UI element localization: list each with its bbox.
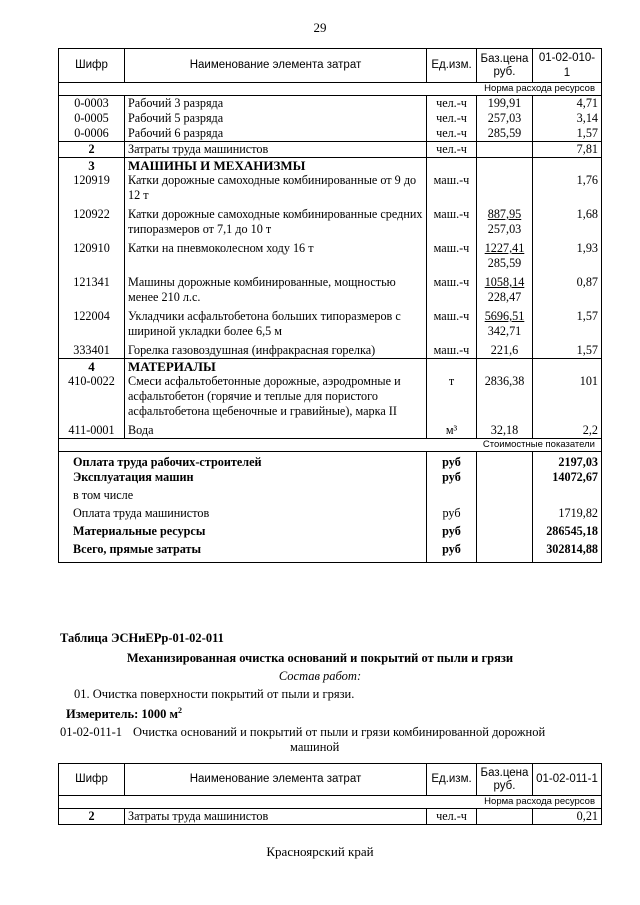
col-header-unit: Ед.изм. xyxy=(427,764,477,796)
cost-unit: руб xyxy=(427,542,477,562)
table-row-code: 122004 xyxy=(59,309,125,343)
cost-name: Эксплуатация машин xyxy=(59,470,427,488)
cost-name: Оплата труда рабочих-строителей xyxy=(59,452,427,471)
col-header-norm-code: 01-02-011-1 xyxy=(533,764,602,796)
table-row-name: Катки дорожные самоходные комбинированные средних типоразмеров от 7,1 до 10 т xyxy=(125,207,427,241)
section-title: МАТЕРИАЛЫ xyxy=(125,359,427,375)
col-header-price: Баз.цена руб. xyxy=(477,764,533,796)
table-row-price xyxy=(477,207,533,241)
table-row-price xyxy=(477,173,533,207)
item-code: 01-02-011-1 xyxy=(60,725,123,739)
col-header-name: Наименование элемента затрат xyxy=(125,49,427,83)
work-item: 01. Очистка поверхности покрытий от пыли и грязи. xyxy=(74,687,355,701)
table-row-name: Укладчики асфальтобетона больших типоразмеров с шириной укладки более 6,5 м xyxy=(125,309,427,343)
meter: Измеритель: 1000 $м^2$ xyxy=(66,706,183,722)
table-row-code: 121341 xyxy=(59,275,125,309)
cost-label: Стоимостные показатели xyxy=(59,439,602,452)
table-row-value: 3,14 xyxy=(533,111,602,126)
table-row-value: 1,93 xyxy=(533,241,602,275)
table-row-unit: м³ xyxy=(427,423,477,439)
table-row-price xyxy=(477,241,533,275)
cost-value xyxy=(533,488,602,506)
table-row-price xyxy=(477,309,533,343)
table-row-unit: маш.-ч xyxy=(427,207,477,241)
table-row-unit: чел.-ч xyxy=(427,96,477,112)
table-row-name: Затраты труда машинистов xyxy=(125,809,427,825)
table-row-code: 0-0006 xyxy=(59,126,125,142)
table2-subtitle: Механизированная очистка оснований и покрытий от пыли и грязи xyxy=(126,651,514,665)
table-row-unit: чел.-ч xyxy=(427,142,477,158)
table-row-name: Катки на пневмоколесном ходу 16 т xyxy=(125,241,427,275)
cost-unit: руб xyxy=(427,506,477,524)
table-row-value: 7,81 xyxy=(533,142,602,158)
table-row-code: 120922 xyxy=(59,207,125,241)
table-row-code: 0-0005 xyxy=(59,111,125,126)
price-primary: 1058,14 xyxy=(484,275,525,289)
col-header-code: Шифр xyxy=(59,49,125,83)
section-code: 3 xyxy=(59,158,125,174)
table-row-unit: маш.-ч xyxy=(427,275,477,309)
table-row-value: 1,68 xyxy=(533,207,602,241)
table-row-code: 333401 xyxy=(59,343,125,359)
cost-name: Всего, прямые затраты xyxy=(59,542,427,562)
table-row-code: 2 xyxy=(59,142,125,158)
table-row-price: 221,6 xyxy=(477,343,533,359)
table-row-price: 32,18 xyxy=(477,423,533,439)
cost-name: Материальные ресурсы xyxy=(59,524,427,542)
col-header-price: Баз.цена руб. xyxy=(477,49,533,83)
section-title: МАШИНЫ И МЕХАНИЗМЫ xyxy=(125,158,427,174)
item-text-1: Очистка оснований и покрытий от пыли и грязи комбинированной дорожной xyxy=(133,725,546,739)
page-number: 29 xyxy=(313,20,327,35)
norm-label: Норма расхода ресурсов xyxy=(59,83,602,96)
col-header-code: Шифр xyxy=(59,764,125,796)
cost-unit: руб xyxy=(427,524,477,542)
table-row-value: 1,76 xyxy=(533,173,602,207)
table-row-value: 0,87 xyxy=(533,275,602,309)
table-row-value: 4,71 xyxy=(533,96,602,112)
cost-value: 302814,88 xyxy=(533,542,602,562)
table-row-name: Рабочий 3 разряда xyxy=(125,96,427,112)
price-secondary: 228,47 xyxy=(487,290,522,304)
table-row-unit: маш.-ч xyxy=(427,173,477,207)
table-row-price: 285,59 xyxy=(477,126,533,142)
cost-unit: руб xyxy=(427,470,477,488)
table-row-code: 410-0022 xyxy=(59,374,125,423)
table-row-code: 120919 xyxy=(59,173,125,207)
price-primary: 1227,41 xyxy=(484,241,525,255)
price-secondary: 257,03 xyxy=(487,222,522,236)
table-row-unit: чел.-ч xyxy=(427,111,477,126)
col-header-norm-code: 01-02-010-1 xyxy=(533,49,602,83)
table-row-code: 0-0003 xyxy=(59,96,125,112)
cost-value: 2197,03 xyxy=(533,452,602,471)
table-row-price: 257,03 xyxy=(477,111,533,126)
table-row-value: 2,2 xyxy=(533,423,602,439)
price-primary: 887,95 xyxy=(487,207,522,221)
table-row-price xyxy=(477,275,533,309)
table-row-name: Рабочий 6 разряда xyxy=(125,126,427,142)
table-row-name: Рабочий 5 разряда xyxy=(125,111,427,126)
cost-name: в том числе xyxy=(59,488,427,506)
item-text-2: машиной xyxy=(290,740,340,754)
table-row-code: 120910 xyxy=(59,241,125,275)
table-row-price: 199,91 xyxy=(477,96,533,112)
cost-value: 1719,82 xyxy=(533,506,602,524)
table-row-unit: чел.-ч xyxy=(427,809,477,825)
table-row-unit: т xyxy=(427,374,477,423)
table-row-name: Горелка газовоздушная (инфракрасная горелка) xyxy=(125,343,427,359)
col-header-name: Наименование элемента затрат xyxy=(125,764,427,796)
cost-unit xyxy=(427,488,477,506)
table-row-price xyxy=(477,142,533,158)
table-row-price: 2836,38 xyxy=(477,374,533,423)
table-row-code: 2 xyxy=(59,809,125,825)
cost-value: 14072,67 xyxy=(533,470,602,488)
price-secondary: 342,71 xyxy=(487,324,522,338)
price-secondary: 285,59 xyxy=(487,256,522,270)
table-row-name: Катки дорожные самоходные комбинированные от 9 до 12 т xyxy=(125,173,427,207)
table-row-value: 101 xyxy=(533,374,602,423)
section-code: 4 xyxy=(59,359,125,375)
price-primary: 5696,51 xyxy=(484,309,525,323)
table-row-name: Затраты труда машинистов xyxy=(125,142,427,158)
table-row-value: 0,21 xyxy=(533,809,602,825)
table-row-name: Машины дорожные комбинированные, мощностью менее 210 л.с. xyxy=(125,275,427,309)
table-row-name: Смеси асфальтобетонные дорожные, аэродромные и асфальтобетон (горячие и теплые для пористого асфальтобетона щебеночные и гравийные), марка II xyxy=(125,374,427,423)
cost-unit: руб xyxy=(427,452,477,471)
table-row-unit: маш.-ч xyxy=(427,343,477,359)
cost-name: Оплата труда машинистов xyxy=(59,506,427,524)
col-header-unit: Ед.изм. xyxy=(427,49,477,83)
table-row-value: 1,57 xyxy=(533,343,602,359)
norm-label: Норма расхода ресурсов xyxy=(59,796,602,809)
composition-label: Состав работ: xyxy=(278,669,362,683)
table2-title: Таблица ЭСНиЕРр-01-02-011 xyxy=(60,631,224,645)
footer-region: Красноярский край xyxy=(266,844,374,859)
table-row-unit: чел.-ч xyxy=(427,126,477,142)
table-row-value: 1,57 xyxy=(533,126,602,142)
resource-table-1 xyxy=(58,48,602,563)
table-row-name: Вода xyxy=(125,423,427,439)
table-row-value: 1,57 xyxy=(533,309,602,343)
cost-value: 286545,18 xyxy=(533,524,602,542)
resource-table-2 xyxy=(58,763,602,825)
table-row-unit: маш.-ч xyxy=(427,309,477,343)
table-row-code: 411-0001 xyxy=(59,423,125,439)
table-row-unit: маш.-ч xyxy=(427,241,477,275)
